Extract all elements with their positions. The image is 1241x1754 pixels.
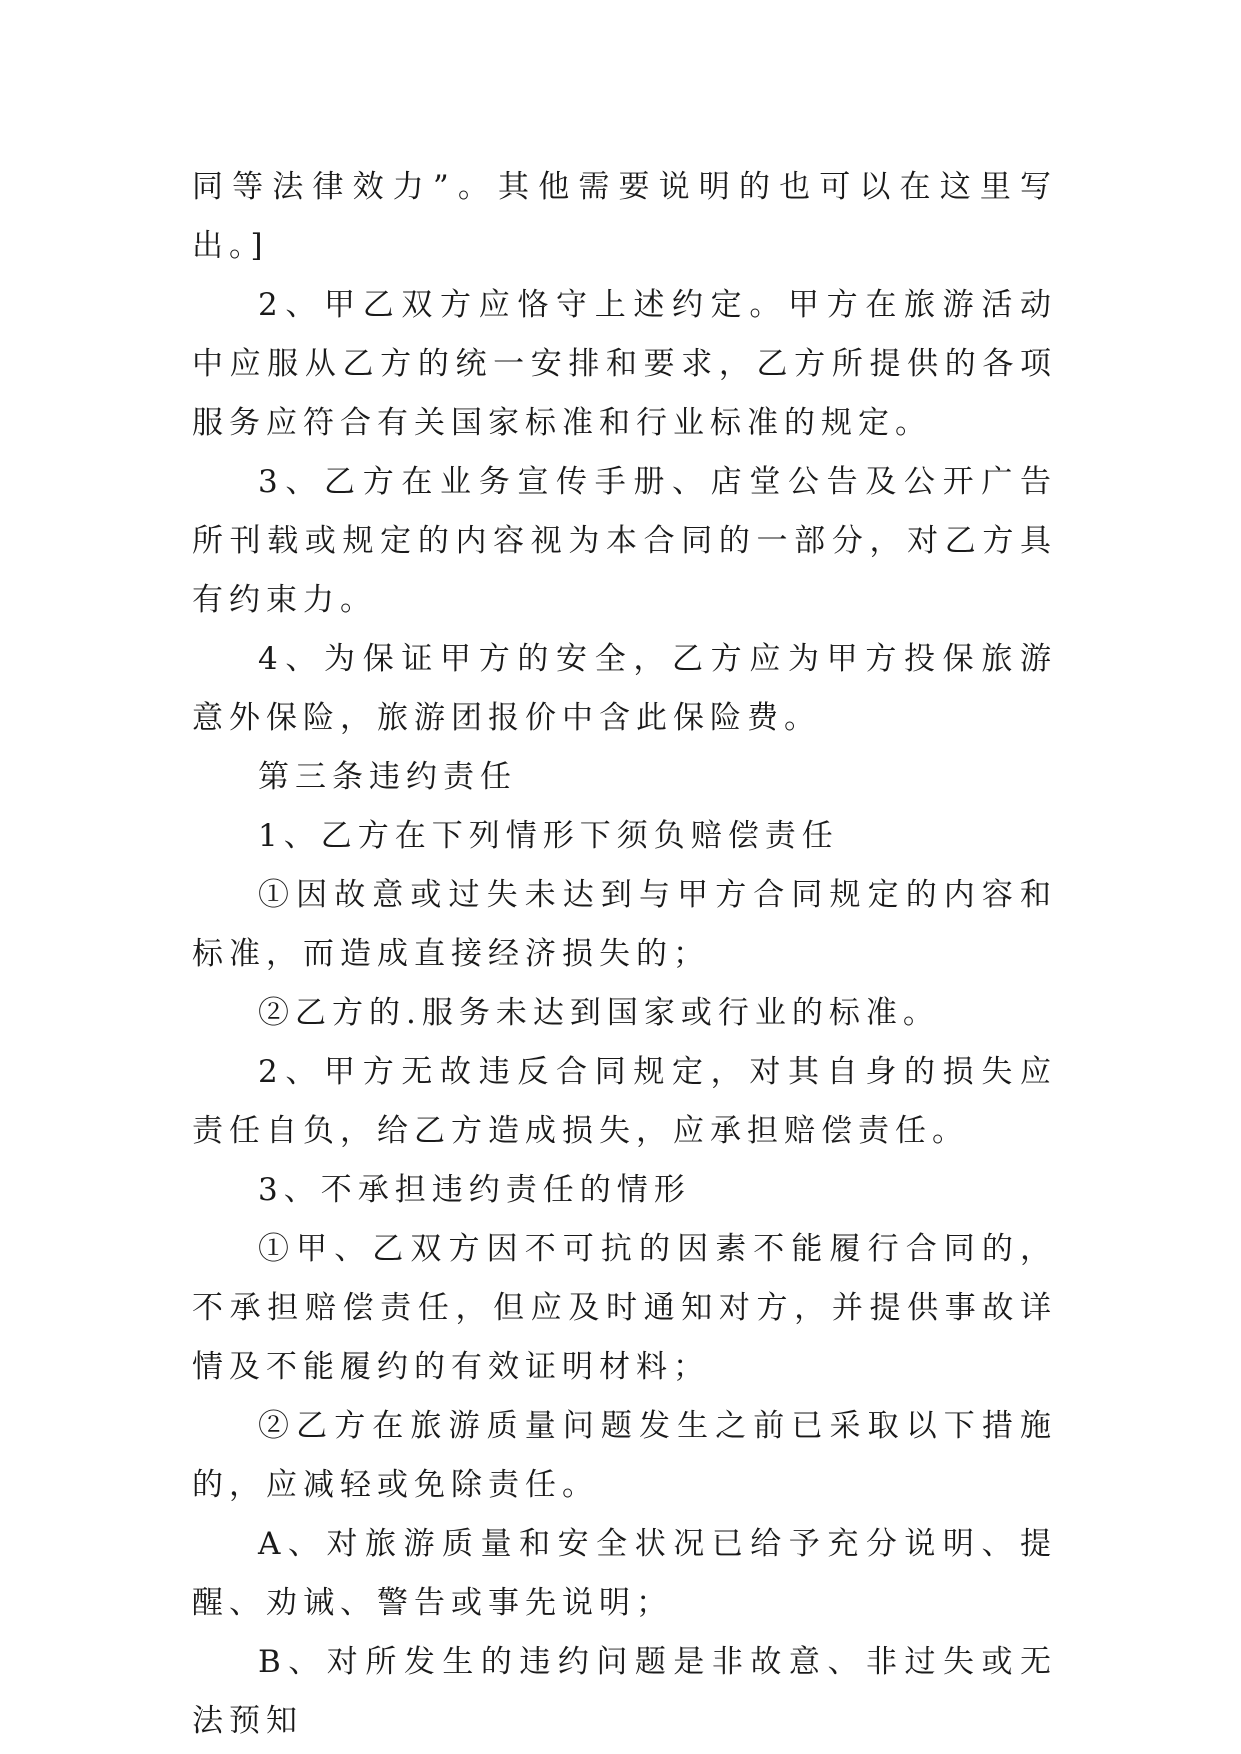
paragraph-liability-1-item-2: ②乙方的.服务未达到国家或行业的标准。 xyxy=(258,995,940,1031)
section-heading-article-3: 第三条违约责任 xyxy=(258,759,517,795)
paragraph-clause-4: 4、为保证甲方的安全，乙方应为甲方投保旅游意外保险，旅游团报价中含此保险费。 xyxy=(192,641,1057,736)
paragraph-liability-2: 2、甲方无故违反合同规定，对其自身的损失应责任自负，给乙方造成损失，应承担赔偿责任。 xyxy=(192,1054,1057,1149)
paragraph-liability-3-item-2: ②乙方在旅游质量问题发生之前已采取以下措施的，应减轻或免除责任。 xyxy=(192,1408,1057,1503)
paragraph-clause-3: 3、乙方在业务宣传手册、店堂公告及公开广告所刊载或规定的内容视为本合同的一部分，对乙方具有约束力。 xyxy=(192,464,1057,618)
paragraph-clause-2: 2、甲乙双方应恪守上述约定。甲方在旅游活动中应服从乙方的统一安排和要求，乙方所提供的各项服务应符合有关国家标准和行业标准的规定。 xyxy=(192,287,1057,441)
paragraph-liability-1: 1、乙方在下列情形下须负赔偿责任 xyxy=(258,818,839,854)
paragraph-continuation: 同等法律效力”。其他需要说明的也可以在这里写出。] xyxy=(192,169,1057,264)
paragraph-measure-b: B、对所发生的违约问题是非故意、非过失或无法预知 xyxy=(192,1644,1057,1739)
paragraph-measure-a: A、对旅游质量和安全状况已给予充分说明、提醒、劝诫、警告或事先说明； xyxy=(192,1526,1057,1621)
paragraph-liability-3: 3、不承担违约责任的情形 xyxy=(258,1172,691,1208)
paragraph-liability-3-item-1: ①甲、乙双方因不可抗的因素不能履行合同的，不承担赔偿责任，但应及时通知对方，并提供事故详情及不能履约的有效证明材料； xyxy=(192,1231,1057,1385)
paragraph-liability-1-item-1: ①因故意或过失未达到与甲方合同规定的内容和标准，而造成直接经济损失的； xyxy=(192,877,1057,972)
document-body xyxy=(192,158,1057,1751)
